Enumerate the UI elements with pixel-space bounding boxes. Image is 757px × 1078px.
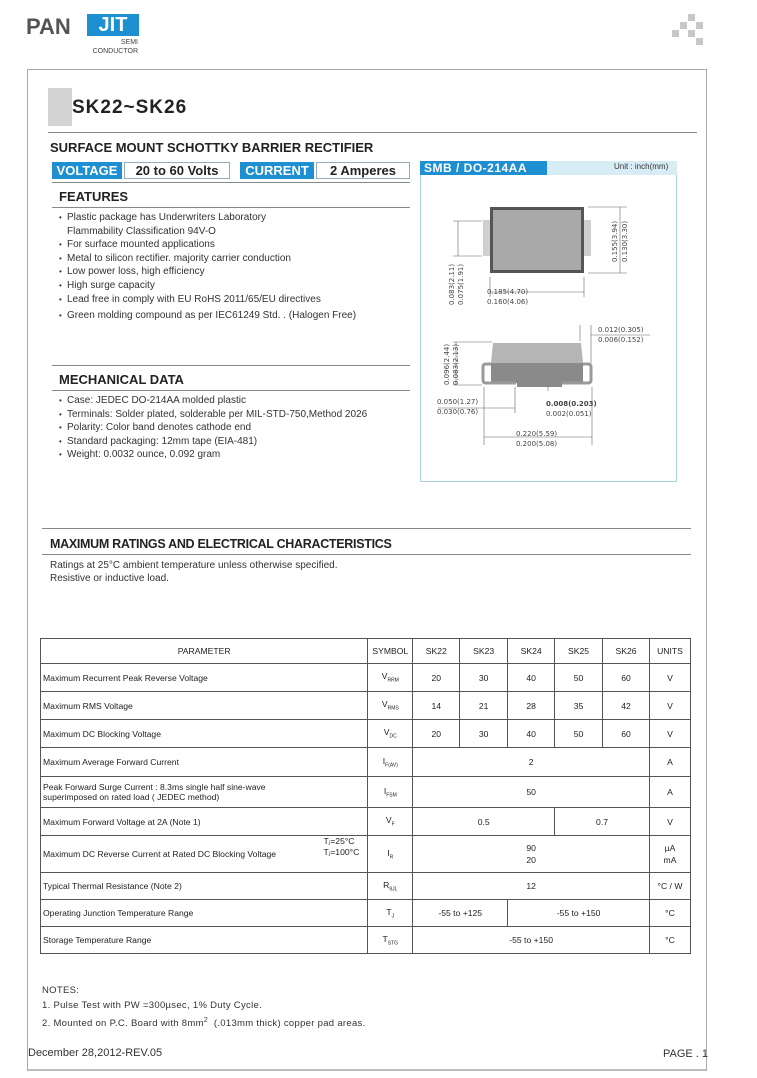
current-label: CURRENT [240,162,314,179]
param-cell: Maximum Average Forward Current [41,748,368,777]
voltage-label: VOLTAGE [52,162,122,179]
dim-standoff-max: 0.008(0.203) [546,400,597,408]
features-list [59,211,409,322]
value-cell: 12 [413,873,650,900]
ratings-note-temp: Ratings at 25°C ambient temperature unless otherwise specified. [50,560,338,571]
param-cell [41,777,368,808]
param-line: superimposed on rated load ( JEDEC method) [43,792,220,802]
ratings-table [40,638,691,954]
unit-cell [649,836,690,873]
table-row [41,873,691,900]
dim-overall-min: 0.200(5.08) [516,440,558,448]
table-row [41,808,691,836]
symbol-sub: F(AV) [385,762,398,769]
value-cell: -55 to +150 [508,900,650,927]
value-cell: 40 [508,664,555,692]
symbol-cell [368,873,413,900]
symbol-cell [368,900,413,927]
value-cell: -55 to +125 [413,900,508,927]
unit-cell: A [649,748,690,777]
ratings-note-load: Resistive or inductive load. [50,573,169,584]
features-heading: FEATURES [59,189,129,204]
unit-cell: V [649,664,690,692]
mechanical-divider [52,390,410,391]
table-header-row [41,639,691,664]
param-cell: Maximum Forward Voltage at 2A (Note 1) [41,808,368,836]
value-cell: -55 to +150 [413,927,650,954]
mechanical-top-divider [52,365,410,366]
symbol: I [383,785,387,796]
voltage-value: 20 to 60 Volts [124,162,230,179]
symbol: R [383,879,390,890]
param-cell: Maximum Recurrent Peak Reverse Voltage [41,664,368,692]
notes-heading: NOTES: [42,985,80,996]
dim-overall-max: 0.220(5.59) [516,430,558,438]
value-25c: 90 [526,843,536,853]
ratings-notes [50,559,337,585]
symbol-sub: θJL [389,886,398,893]
dim-lead-width-max: 0.083(2.11) [448,263,456,305]
dim-body-height-max: 0.155(3.94) [611,220,619,262]
feature-item: • Metal to silicon rectifier. majority carrier conduction [59,252,409,266]
mechanical-list [59,394,409,462]
dim-lead-width-min: 0.075(1.91) [457,263,465,305]
package-unit: Unit : inch(mm) [614,162,669,171]
col-header-sk26: SK26 [603,639,650,664]
value-cell: 50 [555,664,603,692]
product-subtitle: SURFACE MOUNT SCHOTTKY BARRIER RECTIFIER [50,140,374,155]
symbol-cell [368,777,413,808]
spec-divider [52,182,410,183]
symbol-cell [368,692,413,720]
symbol-cell [368,720,413,748]
feature-item: Flammability Classification 94V-O [67,225,216,237]
value-cell: 60 [603,720,650,748]
ratings-heading: MAXIMUM RATINGS AND ELECTRICAL CHARACTERISTICS [50,537,392,551]
mechanical-item: • Weight: 0.0032 ounce, 0.092 gram [59,448,409,462]
note-2 [42,1013,366,1031]
note-1: 1. Pulse Test with PW =300µsec, 1% Duty Cycle. [42,1000,263,1011]
title-divider [48,132,697,133]
col-header-sk25: SK25 [555,639,603,664]
title-tab-marker [48,88,72,126]
value-cell: 30 [460,720,508,748]
dim-height-max: 0.096(2.44) [443,343,451,385]
symbol: T [382,933,388,944]
mechanical-item: • Standard packaging: 12mm tape (EIA-481) [59,435,409,449]
symbol: V [383,727,390,738]
symbol-sub: RMS [387,705,399,712]
footer-revision-date: December 28,2012-REV.05 [28,1047,163,1059]
notes-section [42,983,366,1031]
table-row [41,664,691,692]
mechanical-item: • Terminals: Solder plated, solderable per MIL-STD-750,Method 2026 [59,408,409,422]
param-cell: Maximum DC Blocking Voltage [41,720,368,748]
value-cell: 50 [413,777,650,808]
unit-cell: V [649,720,690,748]
value-cell: 0.5 [413,808,555,836]
part-title: SK22~SK26 [72,97,188,118]
dim-body-width-max: 0.185(4.70) [487,288,529,296]
col-header-symbol: SYMBOL [368,639,413,664]
logo-jit-text: JIT [87,14,139,36]
unit-cell: V [649,808,690,836]
value-cell: 14 [413,692,460,720]
mechanical-heading: MECHANICAL DATA [59,372,184,387]
value-cell: 20 [413,664,460,692]
symbol-sub: J [391,913,395,920]
unit-cell: °C [649,900,690,927]
value-cell: 0.7 [555,808,650,836]
value-cell: 50 [555,720,603,748]
table-row [41,927,691,954]
col-header-parameter: PARAMETER [41,639,368,664]
unit-cell: V [649,692,690,720]
value-cell: 21 [460,692,508,720]
symbol-sub: R [389,854,394,861]
param-cell [41,836,368,873]
table-row [41,900,691,927]
note-2-sup: 2 [203,1017,209,1024]
symbol-cell [368,664,413,692]
dim-foot-min: 0.030(0.76) [437,408,479,416]
dim-foot-max: 0.050(1.27) [437,398,479,406]
value-cell: 60 [603,664,650,692]
feature-item: • Lead free in comply with EU RoHS 2011/65/EU directives [59,293,409,307]
table-row [41,720,691,748]
condition-100c: Tⱼ=100°C [323,847,360,857]
symbol-sub: RRM [387,677,399,684]
table-row [41,836,691,873]
table-row [41,692,691,720]
logo-sub-conductor: CONDUCTOR [92,48,138,55]
ratings-divider [42,554,691,555]
value-cell [413,836,650,873]
symbol-sub: F [391,821,395,828]
param-cell: Maximum RMS Voltage [41,692,368,720]
value-cell: 35 [555,692,603,720]
symbol: V [381,671,388,682]
value-cell: 20 [413,720,460,748]
dim-body-width-min: 0.160(4.06) [487,298,529,306]
value-cell: 30 [460,664,508,692]
logo-sub-semi: SEMI [120,39,138,46]
value-cell: 42 [603,692,650,720]
mechanical-item: • Polarity: Color band denotes cathode end [59,421,409,435]
feature-item: • Green molding compound as per IEC61249 Std. . (Halogen Free) [59,309,409,323]
unit-cell: °C / W [649,873,690,900]
table-row [41,777,691,808]
value-100c: 20 [526,855,536,865]
unit-ua: µA [664,843,676,853]
param-cell: Operating Junction Temperature Range [41,900,368,927]
dim-lead-thickness-max: 0.012(0.305) [598,326,644,334]
table-row [41,748,691,777]
dim-height-min: 0.083(2.13) [452,343,460,385]
logo-subtitle [93,38,138,56]
symbol-sub: DC [389,733,397,740]
condition-25c: Tⱼ=25°C [323,836,355,846]
param-cell: Typical Thermal Resistance (Note 2) [41,873,368,900]
value-cell: 2 [413,748,650,777]
symbol-cell [368,836,413,873]
dim-body-height-min: 0.130(3.30) [621,220,629,262]
logo-pan-text: PAN [26,14,71,39]
symbol: I [387,847,390,858]
symbol-cell [368,748,413,777]
mechanical-item: • Case: JEDEC DO-214AA molded plastic [59,394,409,408]
current-value: 2 Amperes [316,162,410,179]
symbol-cell [368,927,413,954]
panjit-logo [26,12,146,60]
symbol-sub: STG [387,940,399,947]
symbol: V [385,815,392,826]
package-name: SMB / DO-214AA [420,161,547,175]
col-header-sk22: SK22 [413,639,460,664]
note-2-text-end: (.013mm thick) copper pad areas. [208,1018,366,1030]
param-cell: Storage Temperature Range [41,927,368,954]
note-2-text: 2. Mounted on P.C. Board with 8mm [42,1018,204,1030]
param-text: Maximum DC Reverse Current at Rated DC Blocking Voltage [43,849,277,859]
condition-temps [324,836,366,858]
dim-standoff-min: 0.002(0.051) [546,410,592,418]
symbol: V [381,699,388,710]
unit-ma: mA [663,855,677,865]
value-cell: 28 [508,692,555,720]
unit-cell: °C [649,927,690,954]
symbol-sub: FSM [386,792,397,799]
feature-item: • High surge capacity [59,279,409,293]
footer-page-number: PAGE . 1 [663,1048,709,1060]
symbol: I [382,755,386,766]
features-divider [52,207,410,208]
col-header-units: UNITS [649,639,690,664]
feature-item: • Low power loss, high efficiency [59,265,409,279]
symbol: T [386,906,392,917]
unit-cell: A [649,777,690,808]
feature-item: • Plastic package has Underwriters Laboratory [59,211,409,225]
value-cell: 40 [508,720,555,748]
col-header-sk24: SK24 [508,639,555,664]
feature-item: • For surface mounted applications [59,238,409,252]
dim-lead-thickness-min: 0.006(0.152) [598,336,644,344]
symbol-cell [368,808,413,836]
param-line: Peak Forward Surge Current : 8.3ms single half sine-wave [43,782,266,792]
ratings-top-divider [42,528,691,529]
decorative-squares-icon [672,14,712,50]
col-header-sk23: SK23 [460,639,508,664]
